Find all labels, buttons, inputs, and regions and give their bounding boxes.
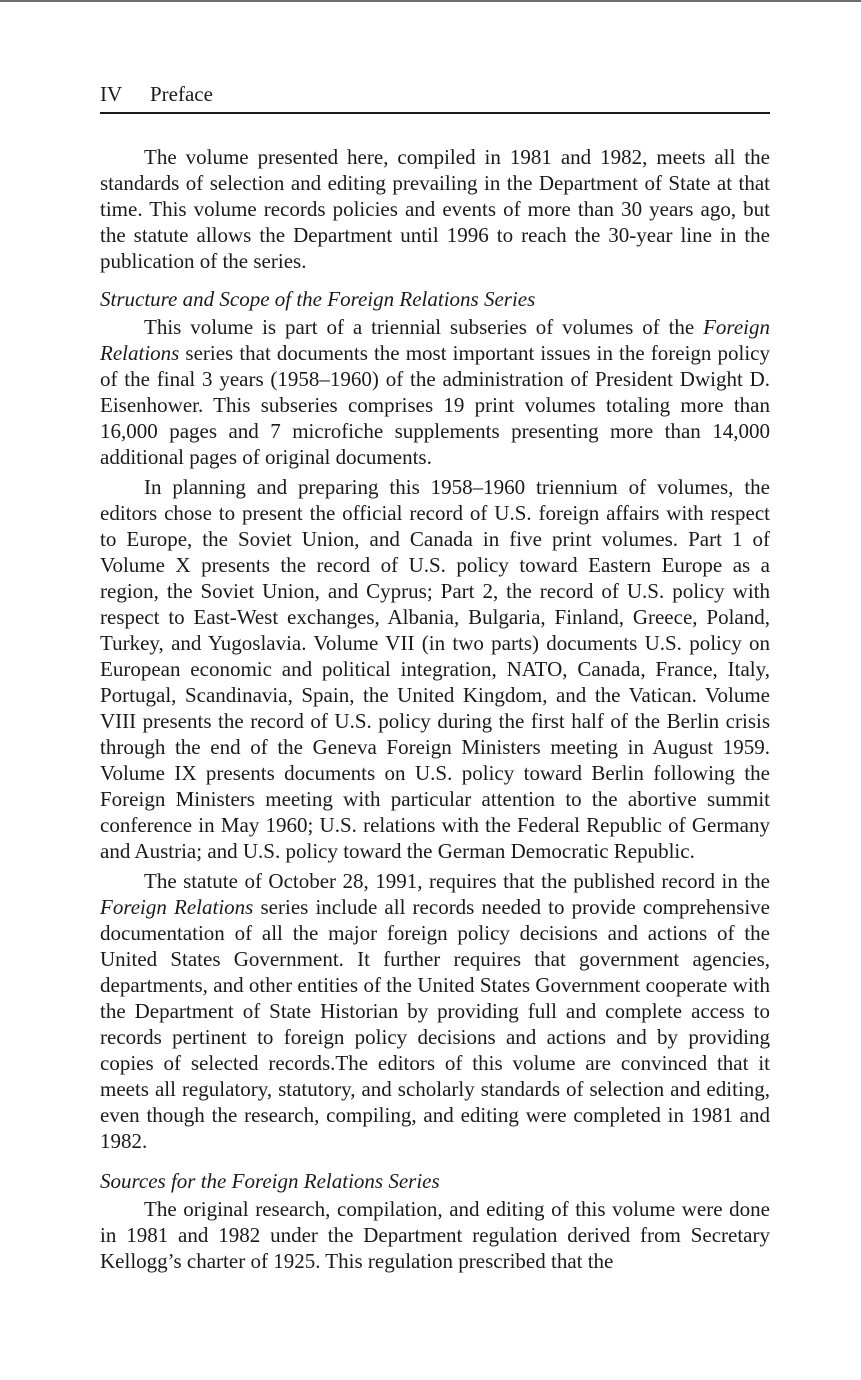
text-run: This volume is part of a triennial subseries of volumes of the bbox=[144, 315, 704, 339]
page-number: IV bbox=[100, 82, 123, 106]
paragraph-planning-triennium: In planning and preparing this 1958–1960 triennium of volumes, the editors chose to present the official record of U.S. foreign affairs with respect to Europe, the Soviet Union, and Canada in five print volumes. Part 1 of Volume X presents the record of U.S. policy toward Eastern Europe as a region, the Soviet Union, and Cyprus; Part 2, the record of U.S. policy with respect to East-West exchanges, Albania, Bulgaria, Finland, Greece, Poland, Turkey, and Yugoslavia. Volume VII (in two parts) documents U.S. policy on European economic and political integration, NATO, Canada, France, Italy, Portugal, Scandinavia, Spain, the United Kingdom, and the Vatican. Volume VIII presents the record of U.S. policy during the first half of the Berlin crisis through the end of the Geneva Foreign Ministers meeting in August 1959. Volume IX presents documents on U.S. policy toward Berlin following the Foreign Ministers meeting with particular attention to the abortive summit conference in May 1960; U.S. relations with the Federal Republic of Germany and Austria; and U.S. policy toward the German Democratic Republic. bbox=[100, 475, 770, 863]
running-head bbox=[100, 80, 770, 114]
paragraph-triennial-subseries bbox=[100, 314, 770, 470]
document-page bbox=[100, 80, 770, 1278]
paragraph-volume-compiled: The volume presented here, compiled in 1981 and 1982, meets all the standards of selection and editing prevailing in the Department of State at that time. This volume records policies and events of more than 30 years ago, but the statute allows the Department until 1996 to reach the 30-year line in the publication of the series. bbox=[100, 145, 770, 273]
text-run: The statute of October 28, 1991, requires that the published record in the bbox=[144, 869, 770, 893]
italic-series-title: Foreign Relations bbox=[100, 315, 770, 365]
paragraph-statute bbox=[100, 868, 770, 1154]
body-text bbox=[100, 144, 770, 1274]
paragraph-original-research: The original research, compilation, and editing of this volume were done in 1981 and 1982 under the Department regulation derived from Secretary Kellogg’s charter of 1925. This regulation prescribed that the bbox=[100, 1197, 770, 1273]
section-heading-structure-scope: Structure and Scope of the Foreign Relations Series bbox=[100, 287, 536, 311]
text-run: series that documents the most important issues in the foreign policy of the final 3 years (1958–1960) of the administration of President Dwight D. Eisenhower. This subseries comprises 19 print volumes totaling more than 16,000 pages and 7 microfiche supplements presenting more than 14,000 additional pages of original documents. bbox=[100, 341, 770, 469]
running-head-title: Preface bbox=[150, 82, 213, 106]
italic-series-title: Foreign Relations bbox=[100, 895, 254, 919]
section-heading-sources: Sources for the Foreign Relations Series bbox=[100, 1169, 440, 1193]
top-border-rule bbox=[0, 0, 861, 2]
text-run: series include all records needed to provide comprehensive documentation of all the major foreign policy decisions and actions of the United States Government. It further requires that government agencies, departments, and other entities of the United States Government cooperate with the Department of State Historian by providing full and complete access to records pertinent to foreign policy decisions and actions and by providing copies of selected records.The editors of this volume are convinced that it meets all regulatory, statutory, and scholarly standards of selection and editing, even though the research, compiling, and editing were completed in 1981 and 1982. bbox=[100, 895, 771, 1153]
